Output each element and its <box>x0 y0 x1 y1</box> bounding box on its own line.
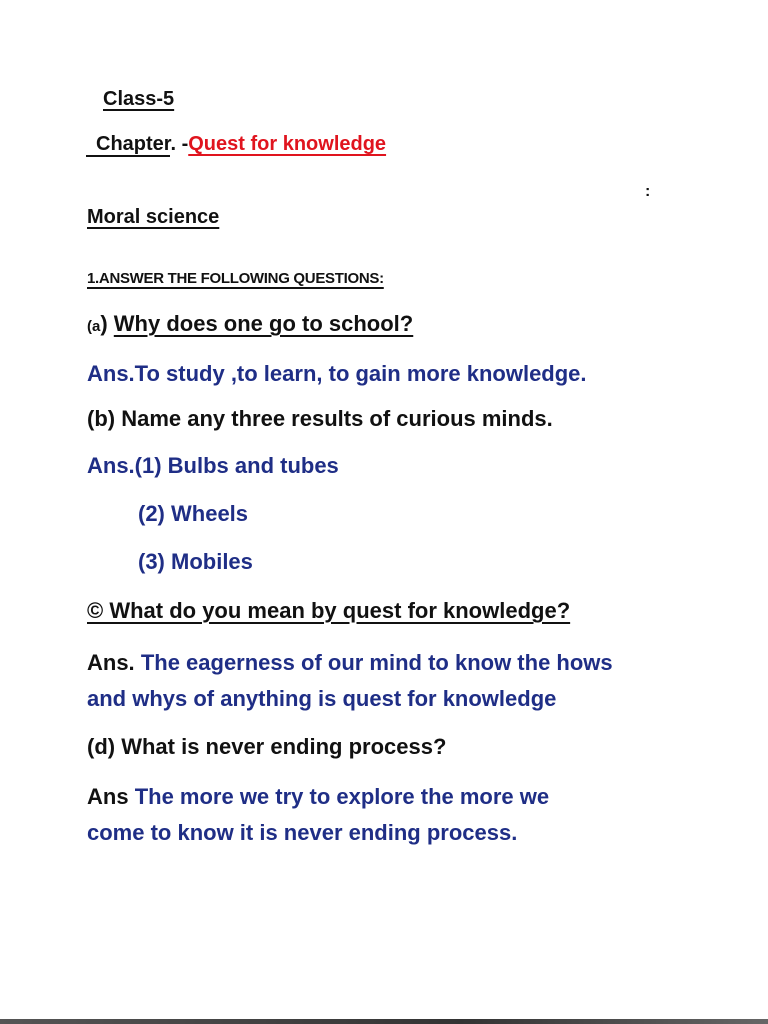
answer-b-item: (2) Wheels <box>138 501 249 526</box>
page-bottom-edge <box>0 1019 768 1024</box>
answer-c-line-1 <box>87 650 613 676</box>
question-d: (d) What is never ending process? <box>87 734 447 759</box>
question-c: © What do you mean by quest for knowledge? <box>87 598 571 623</box>
question-a-prefix: (a <box>87 318 101 335</box>
answer-b-item: Ans.(1) Bulbs and tubes <box>87 453 339 478</box>
question-a-paren: ) <box>100 311 108 336</box>
chapter-label: Chapter <box>86 133 170 157</box>
chapter-separator: . - <box>170 133 189 155</box>
answer-c-line-2: and whys of anything is quest for knowledge <box>87 686 557 711</box>
answer-d-line-2: come to know it is never ending process. <box>87 820 518 845</box>
answer-d-label: Ans <box>87 784 129 809</box>
stray-mark: : <box>645 183 651 200</box>
subject-label: Moral science <box>87 206 220 228</box>
chapter-line <box>86 133 386 156</box>
question-a <box>87 311 413 337</box>
question-a-text: Why does one go to school? <box>113 311 414 336</box>
answer-d-line-1 <box>87 784 549 810</box>
chapter-title: Quest for knowledge <box>188 133 387 155</box>
answer-c-text-1: The eagerness of our mind to know the hows <box>140 650 613 675</box>
class-label: Class-5 <box>103 88 175 110</box>
answer-d-text-1: The more we try to explore the more we <box>134 784 550 809</box>
question-b: (b) Name any three results of curious minds. <box>87 406 553 431</box>
answer-b-item: (3) Mobiles <box>138 549 253 574</box>
answer-c-label: Ans. <box>87 650 135 675</box>
section-heading: 1.ANSWER THE FOLLOWING QUESTIONS: <box>87 270 384 287</box>
answer-a: Ans.To study ,to learn, to gain more knowledge. <box>87 361 587 386</box>
